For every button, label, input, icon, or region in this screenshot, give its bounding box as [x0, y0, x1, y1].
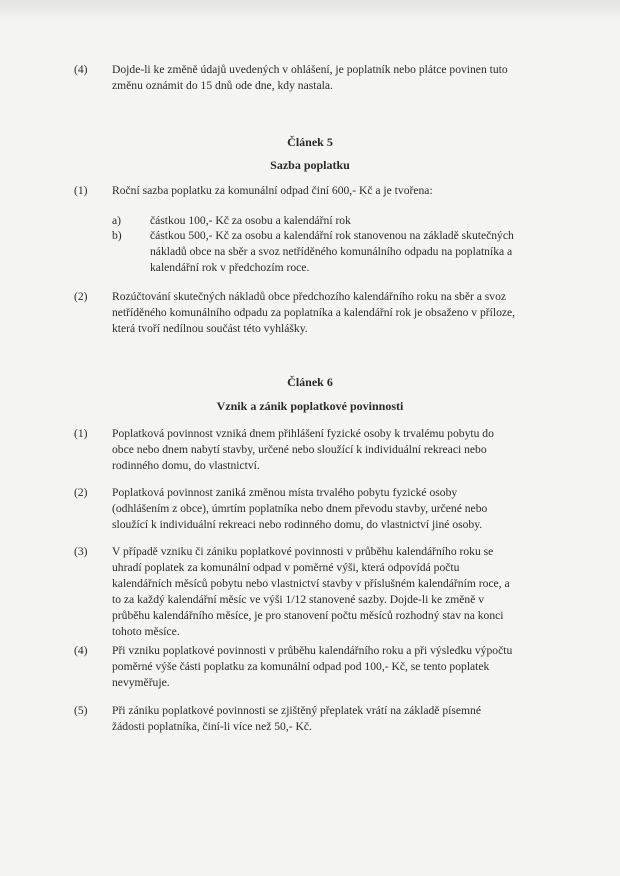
text-line: částkou 500,- Kč za osobu a kalendářní rok stanovenou na základě skutečných [150, 229, 514, 242]
list-letter: a) [112, 214, 122, 227]
paragraph-text [112, 643, 550, 691]
scan-edge-shadow [0, 0, 620, 22]
paragraph-text [112, 62, 550, 94]
paragraph-text [112, 485, 550, 533]
paragraph-number: (5) [74, 704, 88, 717]
paragraph-text [112, 183, 550, 199]
text-line: (odhlášením z obce), úmrtím poplatníka nebo dnem převodu stavby, určené nebo [112, 502, 488, 515]
text-line: sloužící k individuální rekreaci nebo rodinného domu, do vlastnictví jiné osoby. [112, 518, 483, 531]
paragraph-text [112, 426, 550, 474]
list-text [150, 228, 550, 276]
text-line: žádosti poplatníka, činí-li více než 50,- Kč. [112, 720, 312, 733]
paragraph-number: (2) [74, 290, 88, 303]
text-line: Při zániku poplatkové povinnosti se zjištěný přeplatek vrátí na základě písemné [112, 704, 481, 717]
text-line: poměrné výše části poplatku za komunální odpad pod 100,- Kč, se tento poplatek [112, 660, 490, 673]
paragraph-number: (1) [74, 427, 88, 440]
article-6-title: Článek 6 [287, 375, 333, 389]
text-line: nevyměřuje. [112, 676, 170, 689]
paragraph-text [112, 544, 550, 640]
text-line: Poplatková povinnost vzniká dnem přihlášení fyzické osoby k trvalému pobytu do [112, 427, 494, 440]
paragraph-number: (4) [74, 63, 88, 76]
paragraph-number: (4) [74, 644, 88, 657]
text-line: V případě vzniku či zániku poplatkové povinnosti v průběhu kalendářního roku se [112, 545, 494, 558]
text-line: nákladů obce na sběr a svoz netříděného komunálního odpadu na poplatníka a [150, 245, 513, 258]
text-line: tohoto měsíce. [112, 625, 180, 638]
text-line: částkou 100,- Kč za osobu a kalendářní rok [150, 214, 351, 227]
text-line: netříděného komunálního odpadu za poplatníka a kalendářní rok je obsaženo v příloze, [112, 306, 516, 319]
list-text [150, 213, 550, 229]
text-line: Poplatková povinnost zaniká změnou místa trvalého pobytu fyzické osoby [112, 486, 458, 499]
text-line: průběhu kalendářního měsíce, je pro stanovení počtu měsíců rozhodný stav na konci [112, 609, 504, 622]
text-line: Rozúčtování skutečných nákladů obce předchozího kalendářního roku na sběr a svoz [112, 290, 507, 303]
paragraph-text [112, 703, 550, 735]
text-line: uhradí poplatek za komunální odpad v poměrné výši, která odpovídá počtu [112, 561, 460, 574]
paragraph-number: (3) [74, 545, 88, 558]
text-line: kalendářních měsíců pobytu nebo vlastnictví stavby v příslušném kalendářním roce, a [112, 577, 510, 590]
text-line: to za každý kalendářní měsíc ve výši 1/12 stanovené sazby. Dojde-li ke změně v [112, 593, 485, 606]
text-line: která tvoří nedílnou součást této vyhlášky. [112, 322, 308, 335]
text-line: rodinného domu, do vlastnictví. [112, 459, 260, 472]
article-6-subtitle: Vznik a zánik poplatkové povinnosti [216, 399, 404, 413]
paragraph-text [112, 289, 550, 337]
paragraph-number: (1) [74, 184, 88, 197]
list-letter: b) [112, 229, 122, 242]
article-5-title: Článek 5 [287, 135, 333, 149]
text-line: Při vzniku poplatkové povinnosti v průběhu kalendářního roku a při výsledku výpočtu [112, 644, 513, 657]
article-5-subtitle: Sazba poplatku [270, 158, 350, 172]
text-line: kalendářní rok v předchozím roce. [150, 261, 310, 274]
text-line: obce nebo dnem nabytí stavby, určené nebo sloužící k individuální rekreaci nebo [112, 443, 487, 456]
text-line: Dojde-li ke změně údajů uvedených v ohlášení, je poplatník nebo plátce povinen tuto [112, 63, 508, 76]
text-line: Roční sazba poplatku za komunální odpad činí 600,- Kč a je tvořena: [112, 184, 433, 197]
text-line: změnu oznámit do 15 dnů ode dne, kdy nastala. [112, 79, 333, 92]
paragraph-number: (2) [74, 486, 88, 499]
